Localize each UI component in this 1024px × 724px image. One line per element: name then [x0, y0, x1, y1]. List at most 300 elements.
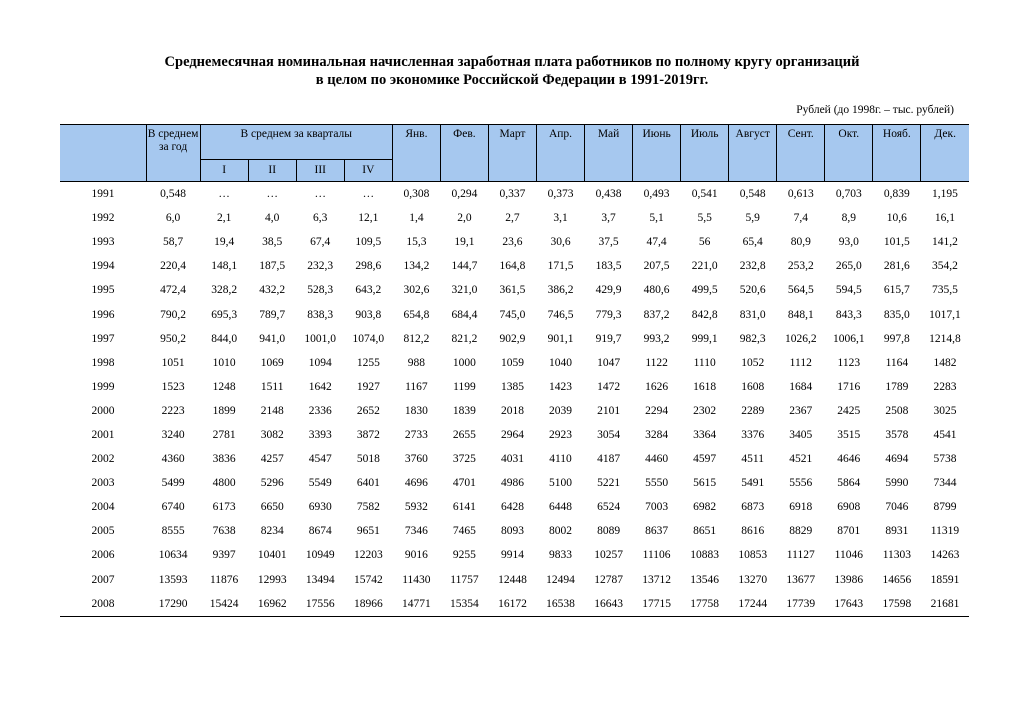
value-cell: 14771	[392, 592, 440, 617]
value-cell: 47,4	[646, 236, 667, 249]
value-cell: 6740	[161, 501, 185, 514]
value-cell: 7638	[212, 525, 236, 538]
value-cell: 3515	[837, 428, 861, 441]
value-cell: 1684	[789, 380, 813, 393]
value-cell: 321,0	[451, 284, 478, 297]
value-cell: 9651	[356, 525, 380, 538]
value-cell: 281,6	[883, 260, 910, 273]
table-row	[60, 351, 969, 375]
value-cell: 101,5	[883, 236, 910, 249]
value-cell: 5296	[260, 477, 284, 490]
year-column-header	[60, 125, 146, 182]
page-title	[0, 53, 1024, 89]
value-cell: 2302	[693, 404, 717, 417]
value-cell: 4800	[212, 477, 236, 490]
value-cell: 0,703	[835, 188, 862, 201]
value-cell: 15424	[200, 592, 248, 617]
value-cell: 4257	[260, 453, 284, 466]
value-cell: 183,5	[595, 260, 622, 273]
value-cell: 187,5	[259, 260, 286, 273]
value-cell: 528,3	[307, 284, 334, 297]
value-cell: 2283	[933, 380, 957, 393]
value-cell: 4547	[308, 453, 332, 466]
value-cell: 56	[698, 236, 711, 249]
value-cell: 1642	[308, 380, 332, 393]
month-header: Окт.	[825, 125, 873, 182]
value-cell: 65,4	[742, 236, 763, 249]
value-cell: 4110	[549, 453, 572, 466]
value-cell: 0,548	[739, 188, 766, 201]
table-row	[60, 592, 969, 617]
table-header	[60, 125, 969, 182]
value-cell: 843,3	[835, 308, 862, 321]
value-cell: 2018	[500, 404, 524, 417]
value-cell: 1052	[741, 356, 765, 369]
value-cell: 15742	[353, 573, 383, 586]
value-cell: 6524	[597, 501, 621, 514]
value-cell: 144,7	[451, 260, 478, 273]
value-cell: 7344	[933, 477, 957, 490]
value-cell: 8799	[933, 501, 957, 514]
value-cell: 1010	[212, 356, 236, 369]
value-cell: 8674	[308, 525, 332, 538]
value-cell: 1482	[933, 356, 957, 369]
value-cell: 10949	[305, 549, 335, 562]
value-cell: 12494	[546, 573, 575, 586]
value-cell: 11757	[450, 573, 479, 586]
month-header: Янв.	[392, 125, 440, 182]
value-cell: 1626	[645, 380, 669, 393]
value-cell: 1385	[500, 380, 524, 393]
year-cell: 2001	[91, 428, 115, 441]
value-cell: 18591	[930, 573, 960, 586]
value-cell: 3364	[693, 428, 717, 441]
value-cell: 4031	[500, 453, 524, 466]
value-cell: 7346	[404, 525, 428, 538]
value-cell: 0,308	[403, 188, 430, 201]
value-cell: 37,5	[598, 236, 619, 249]
year-cell: 2007	[91, 573, 115, 586]
value-cell: 0,438	[595, 188, 622, 201]
month-header: Фев.	[440, 125, 488, 182]
year-cell: 2000	[91, 404, 115, 417]
value-cell: 812,2	[403, 332, 430, 345]
quarter-header: II	[248, 160, 296, 182]
value-cell: 432,2	[259, 284, 286, 297]
month-header: Март	[488, 125, 536, 182]
value-cell: 8637	[645, 525, 669, 538]
value-cell: 3,1	[553, 212, 568, 225]
value-cell: 4187	[597, 453, 621, 466]
value-cell: 13712	[642, 573, 671, 586]
value-cell: 2508	[885, 404, 909, 417]
value-cell: 148,1	[211, 260, 238, 273]
table-row	[60, 182, 969, 207]
value-cell: 5499	[161, 477, 185, 490]
table-row	[60, 471, 969, 495]
value-cell: 207,5	[643, 260, 670, 273]
value-cell: 5,9	[745, 212, 760, 225]
value-cell: 6982	[693, 501, 717, 514]
value-cell: 2294	[645, 404, 669, 417]
value-cell: 8093	[500, 525, 524, 538]
value-cell: 1716	[837, 380, 861, 393]
value-cell: 735,5	[932, 284, 958, 297]
year-cell: 2006	[91, 549, 115, 562]
value-cell: 6908	[837, 501, 861, 514]
value-cell: 11876	[209, 573, 239, 586]
value-cell: 10257	[594, 549, 623, 562]
year-cell: 2002	[91, 453, 115, 466]
value-cell: 594,5	[835, 284, 862, 297]
value-cell: 3082	[260, 428, 284, 441]
month-header: Июль	[681, 125, 729, 182]
value-cell: 9255	[452, 549, 476, 562]
value-cell: 789,7	[259, 308, 286, 321]
value-cell: 67,4	[310, 236, 331, 249]
table-row	[60, 399, 969, 423]
value-cell: 3,7	[601, 212, 616, 225]
value-cell: 4460	[645, 453, 669, 466]
value-cell: 6,3	[313, 212, 328, 225]
value-cell: 3725	[452, 453, 476, 466]
value-cell: 1074,0	[352, 332, 385, 345]
value-cell: 328,2	[211, 284, 238, 297]
value-cell: 2336	[308, 404, 332, 417]
value-cell: 19,1	[454, 236, 475, 249]
value-cell: 1110	[693, 356, 716, 369]
year-cell: 1992	[91, 212, 115, 225]
value-cell: 30,6	[550, 236, 571, 249]
year-cell: 1994	[91, 260, 115, 273]
value-cell: 8002	[549, 525, 573, 538]
value-cell: 16643	[585, 592, 633, 617]
table-row	[60, 230, 969, 254]
value-cell: 6141	[452, 501, 476, 514]
value-cell: 1167	[405, 380, 428, 393]
value-cell: 2289	[741, 404, 765, 417]
value-cell: 1040	[549, 356, 573, 369]
value-cell: 5100	[549, 477, 573, 490]
value-cell: 1094	[308, 356, 332, 369]
table-body	[60, 182, 969, 617]
value-cell: 3393	[308, 428, 332, 441]
value-cell: 13677	[786, 573, 816, 586]
value-cell: 14656	[882, 573, 912, 586]
quarter-header: III	[296, 160, 344, 182]
value-cell: 232,3	[307, 260, 334, 273]
year-cell: 2008	[60, 592, 146, 617]
value-cell: 0,548	[160, 188, 187, 201]
value-cell: 21681	[921, 592, 969, 617]
value-cell: 11106	[642, 549, 671, 562]
value-cell: 838,3	[307, 308, 334, 321]
value-cell: 848,1	[787, 308, 814, 321]
quarter-header: I	[200, 160, 248, 182]
value-cell: 0,373	[547, 188, 574, 201]
value-cell: 1899	[212, 404, 236, 417]
value-cell: 2367	[789, 404, 813, 417]
value-cell: 472,4	[160, 284, 187, 297]
value-cell: 354,2	[932, 260, 958, 273]
month-header: Май	[585, 125, 633, 182]
value-cell: 5550	[645, 477, 669, 490]
value-cell: 2652	[356, 404, 380, 417]
table-row	[60, 254, 969, 278]
year-cell: 1991	[91, 188, 115, 201]
value-cell: 1214,8	[929, 332, 961, 345]
value-cell: 11303	[882, 549, 912, 562]
value-cell: 4694	[885, 453, 909, 466]
value-cell: 298,6	[355, 260, 382, 273]
value-cell: 982,3	[739, 332, 766, 345]
value-cell: 5738	[933, 453, 957, 466]
value-cell: 17290	[146, 592, 200, 617]
table-row	[60, 375, 969, 399]
value-cell: 564,5	[787, 284, 814, 297]
value-cell: 1472	[597, 380, 621, 393]
value-cell: 842,8	[691, 308, 718, 321]
value-cell: 23,6	[502, 236, 523, 249]
value-cell: 16172	[488, 592, 536, 617]
table-row	[60, 278, 969, 302]
value-cell: 9914	[500, 549, 524, 562]
value-cell: 499,5	[691, 284, 718, 297]
value-cell: 1618	[693, 380, 717, 393]
value-cell: 13593	[158, 573, 188, 586]
wages-table	[60, 124, 969, 617]
value-cell: 615,7	[883, 284, 910, 297]
value-cell: 14263	[930, 549, 960, 562]
quarter-header: IV	[344, 160, 392, 182]
value-cell: …	[266, 188, 278, 201]
value-cell: 1123	[837, 356, 861, 369]
value-cell: 4360	[161, 453, 185, 466]
value-cell: 18966	[344, 592, 392, 617]
value-cell: 12993	[257, 573, 287, 586]
value-cell: 17715	[633, 592, 681, 617]
value-cell: 3872	[356, 428, 380, 441]
table-row	[60, 543, 969, 567]
value-cell: 3578	[885, 428, 909, 441]
value-cell: 2781	[212, 428, 236, 441]
quarters-group-header: В среднем за кварталы	[200, 125, 392, 160]
value-cell: 9833	[549, 549, 573, 562]
value-cell: 5990	[885, 477, 909, 490]
value-cell: 1122	[645, 356, 668, 369]
value-cell: 5549	[308, 477, 332, 490]
value-cell: 5491	[741, 477, 765, 490]
value-cell: 746,5	[547, 308, 574, 321]
table-row	[60, 423, 969, 447]
year-cell: 1993	[91, 236, 115, 249]
month-header: Дек.	[921, 125, 969, 182]
value-cell: 134,2	[403, 260, 430, 273]
value-cell: 11430	[402, 573, 431, 586]
value-cell: 4511	[741, 453, 764, 466]
value-cell: 2425	[837, 404, 861, 417]
year-cell: 1995	[91, 284, 115, 297]
value-cell: 386,2	[547, 284, 574, 297]
value-cell: 6428	[500, 501, 524, 514]
value-cell: 16538	[537, 592, 585, 617]
value-cell: 6448	[549, 501, 573, 514]
value-cell: 15354	[440, 592, 488, 617]
value-cell: 831,0	[739, 308, 766, 321]
value-cell: 220,4	[160, 260, 187, 273]
value-cell: 5221	[597, 477, 621, 490]
value-cell: …	[218, 188, 230, 201]
value-cell: 2,0	[457, 212, 472, 225]
value-cell: 844,0	[211, 332, 238, 345]
value-cell: 4541	[933, 428, 957, 441]
value-cell: 997,8	[883, 332, 910, 345]
value-cell: 5,5	[697, 212, 712, 225]
value-cell: 5615	[693, 477, 717, 490]
title-line-2: в целом по экономике Российской Федерации в 1991-2019гг.	[315, 72, 709, 88]
value-cell: 3284	[645, 428, 669, 441]
value-cell: 13546	[690, 573, 720, 586]
table-row	[60, 568, 969, 592]
value-cell: 6,0	[165, 212, 181, 225]
value-cell: 9397	[212, 549, 236, 562]
value-cell: 1,4	[409, 212, 424, 225]
value-cell: 1511	[260, 380, 284, 393]
value-cell: 3054	[597, 428, 621, 441]
value-cell: 950,2	[160, 332, 187, 345]
value-cell: …	[314, 188, 326, 201]
value-cell: 643,2	[355, 284, 382, 297]
value-cell: 9016	[404, 549, 428, 562]
value-cell: 0,337	[499, 188, 526, 201]
value-cell: 835,0	[883, 308, 910, 321]
value-cell: 109,5	[355, 236, 382, 249]
value-cell: 821,2	[451, 332, 478, 345]
value-cell: 0,541	[691, 188, 718, 201]
value-cell: 302,6	[403, 284, 430, 297]
value-cell: 1248	[212, 380, 236, 393]
value-cell: 253,2	[787, 260, 814, 273]
value-cell: 6173	[212, 501, 236, 514]
value-cell: 6930	[308, 501, 332, 514]
value-cell: 2923	[549, 428, 573, 441]
value-cell: 13270	[738, 573, 768, 586]
value-cell: 16,1	[934, 212, 955, 225]
value-cell: 13986	[834, 573, 864, 586]
value-cell: 2223	[161, 404, 185, 417]
value-cell: 15,3	[406, 236, 427, 249]
value-cell: 3025	[933, 404, 957, 417]
month-header: Август	[729, 125, 777, 182]
value-cell: 232,8	[739, 260, 766, 273]
value-cell: 6650	[260, 501, 284, 514]
value-cell: 6401	[356, 477, 380, 490]
value-cell: …	[362, 188, 375, 201]
value-cell: 93,0	[838, 236, 859, 249]
value-cell: 0,839	[883, 188, 910, 201]
year-cell: 2003	[91, 477, 115, 490]
value-cell: 3836	[212, 453, 236, 466]
value-cell: 2964	[500, 428, 524, 441]
value-cell: 5864	[837, 477, 861, 490]
value-cell: 1,195	[932, 188, 958, 201]
value-cell: 171,5	[547, 260, 574, 273]
year-cell: 1996	[91, 308, 115, 321]
value-cell: 10634	[158, 549, 188, 562]
units-note: Рублей (до 1998г. – тыс. рублей)	[796, 104, 954, 116]
value-cell: 17739	[777, 592, 825, 617]
month-header: Апр.	[537, 125, 585, 182]
value-cell: 7582	[356, 501, 380, 514]
value-cell: 2655	[452, 428, 476, 441]
value-cell: 1164	[885, 356, 909, 369]
value-cell: 8234	[260, 525, 284, 538]
value-cell: 8829	[789, 525, 813, 538]
value-cell: 837,2	[643, 308, 670, 321]
value-cell: 12448	[498, 573, 527, 586]
month-header: Нояб.	[873, 125, 921, 182]
value-cell: 5,1	[649, 212, 664, 225]
value-cell: 1047	[597, 356, 621, 369]
value-cell: 429,9	[595, 284, 622, 297]
value-cell: 8651	[693, 525, 717, 538]
table-row	[60, 206, 969, 230]
value-cell: 901,1	[547, 332, 574, 345]
table-row	[60, 447, 969, 471]
value-cell: 5932	[404, 501, 428, 514]
value-cell: 4696	[404, 477, 428, 490]
table-row	[60, 302, 969, 326]
value-cell: 1026,2	[784, 332, 817, 345]
year-cell: 1997	[91, 332, 115, 345]
year-cell: 1999	[91, 380, 115, 393]
value-cell: 4986	[500, 477, 524, 490]
value-cell: 17758	[681, 592, 729, 617]
value-cell: 2101	[597, 404, 621, 417]
value-cell: 988	[407, 356, 425, 369]
value-cell: 1423	[549, 380, 573, 393]
avg-year-header: В среднем за год	[146, 125, 200, 182]
value-cell: 7003	[645, 501, 669, 514]
table-row	[60, 495, 969, 519]
year-cell: 2005	[91, 525, 115, 538]
value-cell: 12203	[353, 549, 383, 562]
value-cell: 3240	[161, 428, 185, 441]
value-cell: 903,8	[355, 308, 382, 321]
value-cell: 17643	[825, 592, 873, 617]
value-cell: 361,5	[499, 284, 526, 297]
value-cell: 12787	[594, 573, 623, 586]
value-cell: 141,2	[932, 236, 958, 249]
value-cell: 16962	[248, 592, 296, 617]
value-cell: 3405	[789, 428, 813, 441]
value-cell: 1000	[452, 356, 476, 369]
value-cell: 2,1	[216, 212, 232, 225]
value-cell: 3376	[741, 428, 765, 441]
value-cell: 520,6	[739, 284, 766, 297]
value-cell: 480,6	[643, 284, 670, 297]
value-cell: 7046	[885, 501, 909, 514]
value-cell: 7465	[452, 525, 476, 538]
value-cell: 695,3	[211, 308, 238, 321]
title-line-1: Среднемесячная номинальная начисленная заработная плата работников по полному кругу организаций	[164, 54, 860, 70]
value-cell: 1051	[161, 356, 185, 369]
value-cell: 8701	[837, 525, 861, 538]
value-cell: 2039	[549, 404, 573, 417]
value-cell: 993,2	[643, 332, 670, 345]
value-cell: 8555	[161, 525, 185, 538]
value-cell: 4597	[693, 453, 717, 466]
